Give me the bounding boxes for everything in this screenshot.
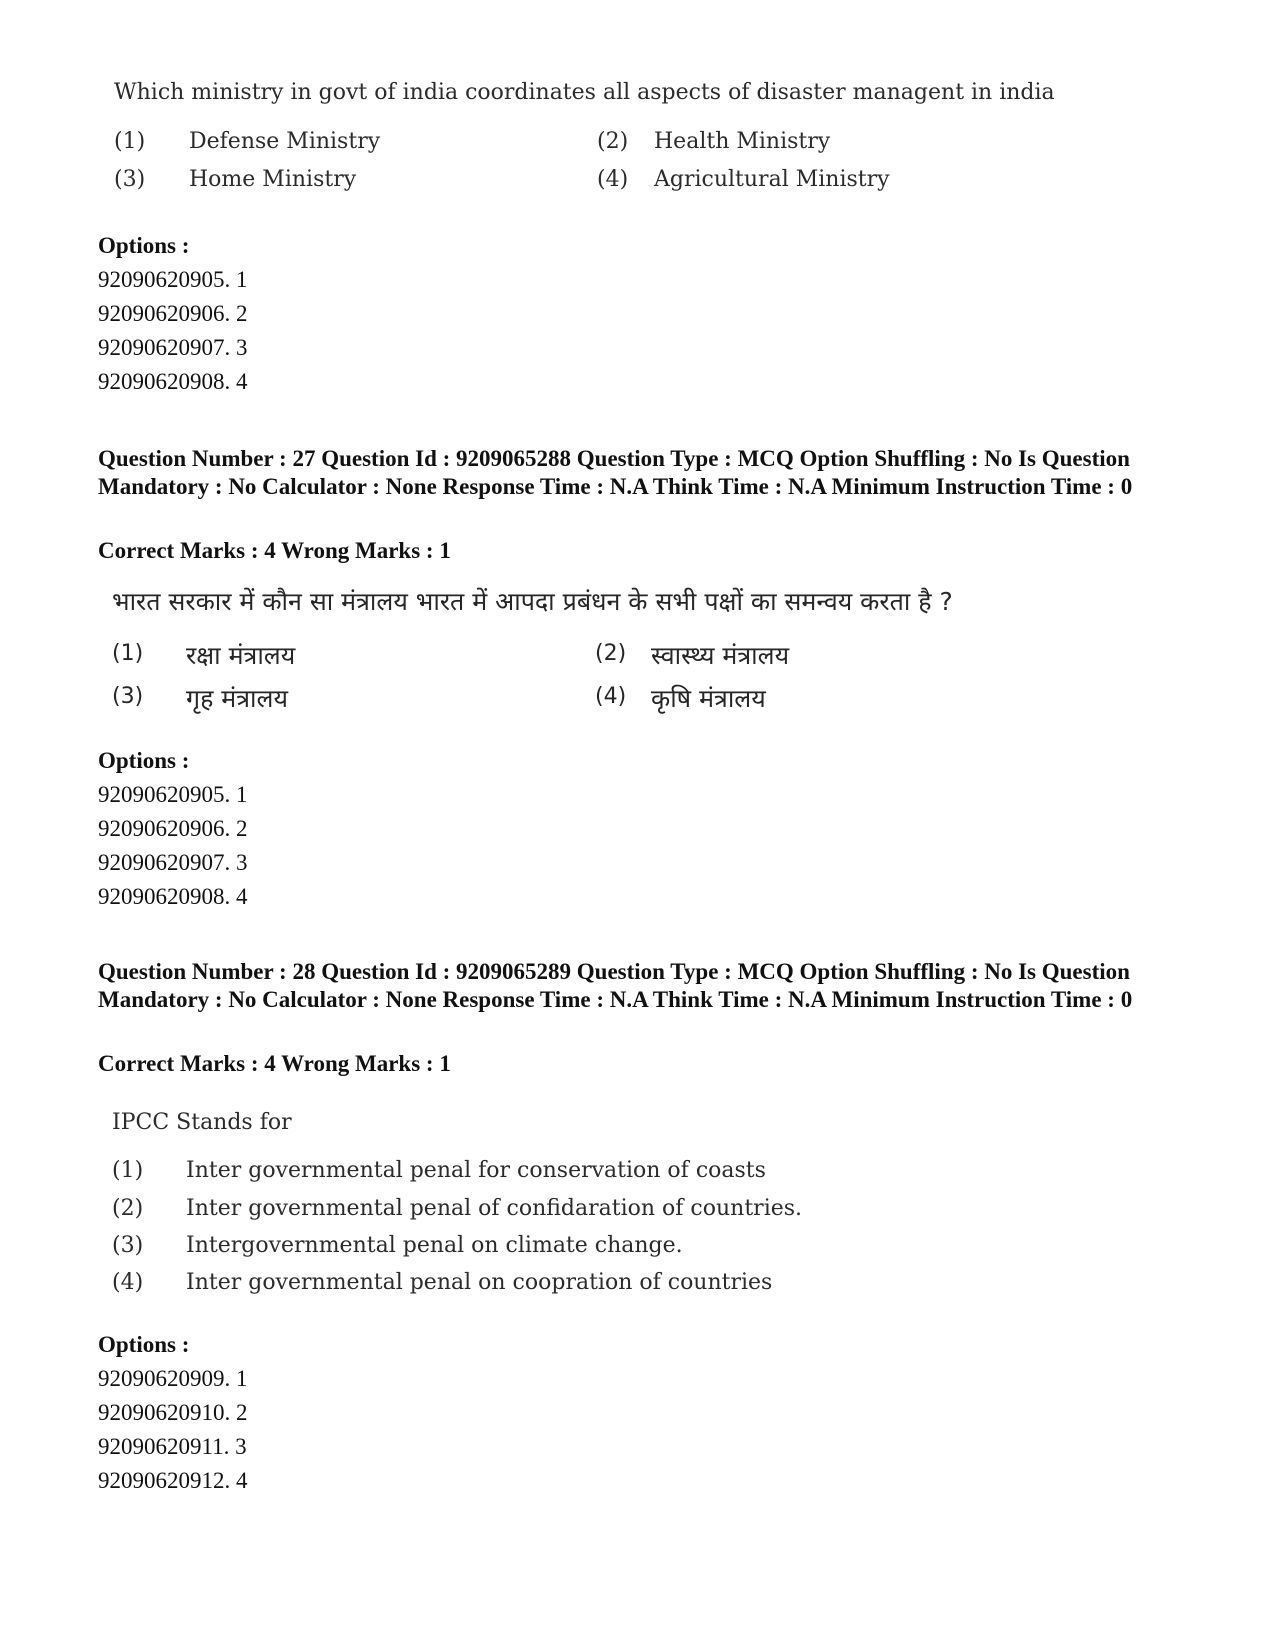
option-item: 92090620911. 3 (98, 1434, 247, 1459)
option-item: 92090620906. 2 (98, 301, 248, 326)
choice-number: (1) (112, 641, 144, 666)
choice-number: (1) (112, 1158, 144, 1183)
options-heading: Options : (98, 1332, 190, 1357)
question-26-image (0, 0, 1275, 210)
choice-text: Health Ministry (654, 129, 831, 154)
options-heading: Options : (98, 233, 190, 258)
option-item: 92090620912. 4 (98, 1468, 248, 1493)
option-item: 92090620906. 2 (98, 816, 248, 841)
choice-number: (2) (112, 1196, 144, 1221)
option-item: 92090620909. 1 (98, 1366, 248, 1391)
option-item: 92090620905. 1 (98, 267, 248, 292)
option-item: 92090620908. 4 (98, 369, 248, 394)
question-marks: Correct Marks : 4 Wrong Marks : 1 (98, 1051, 451, 1076)
choice-text: Agricultural Ministry (654, 167, 890, 192)
choice-text: Inter governmental penal for conservation of coasts (186, 1158, 766, 1183)
question-stem: Which ministry in govt of india coordinates all aspects of disaster managent in india (114, 80, 1055, 105)
question-stem: IPCC Stands for (112, 1110, 292, 1135)
choice-number: (3) (114, 167, 146, 192)
choice-number: (4) (595, 684, 627, 709)
choice-text: Inter governmental penal of confidaration of countries. (186, 1196, 803, 1221)
choice-text: Defense Ministry (189, 129, 381, 154)
choice-text: स्वास्थ्य मंत्रालय (651, 641, 790, 670)
choice-number: (2) (597, 129, 629, 154)
choice-number: (2) (595, 641, 627, 666)
question-marks: Correct Marks : 4 Wrong Marks : 1 (98, 538, 451, 563)
question-meta: Question Number : 27 Question Id : 9209065288 Question Type : MCQ Option Shuffling : No Is Question Mandatory : No Calculator : None Response Time : N.A Think Time : N.A Minimum Instruction Time : 0 (98, 446, 1133, 499)
choice-number: (4) (597, 167, 629, 192)
choice-text: कृषि मंत्रालय (651, 684, 766, 713)
choice-number: (1) (114, 129, 146, 154)
option-item: 92090620907. 3 (98, 335, 248, 360)
option-item: 92090620907. 3 (98, 850, 248, 875)
question-stem: भारत सरकार में कौन सा मंत्रालय भारत में आपदा प्रबंधन के सभी पक्षों का समन्वय करता है ? (112, 587, 953, 616)
choice-number: (3) (112, 1233, 144, 1258)
choice-text: Inter governmental penal on coopration of countries (186, 1270, 773, 1295)
options-heading: Options : (98, 748, 190, 773)
question-meta: Question Number : 28 Question Id : 9209065289 Question Type : MCQ Option Shuffling : No Is Question Mandatory : No Calculator : None Response Time : N.A Think Time : N.A Minimum Instruction Time : 0 (98, 959, 1133, 1012)
option-item: 92090620908. 4 (98, 884, 248, 909)
option-item: 92090620905. 1 (98, 782, 248, 807)
choice-text: Home Ministry (189, 167, 357, 192)
option-item: 92090620910. 2 (98, 1400, 248, 1425)
choice-text: रक्षा मंत्रालय (186, 641, 296, 670)
choice-number: (4) (112, 1270, 144, 1295)
choice-text: Intergovernmental penal on climate change. (186, 1233, 683, 1258)
choice-text: गृह मंत्रालय (186, 684, 288, 713)
choice-number: (3) (112, 684, 144, 709)
